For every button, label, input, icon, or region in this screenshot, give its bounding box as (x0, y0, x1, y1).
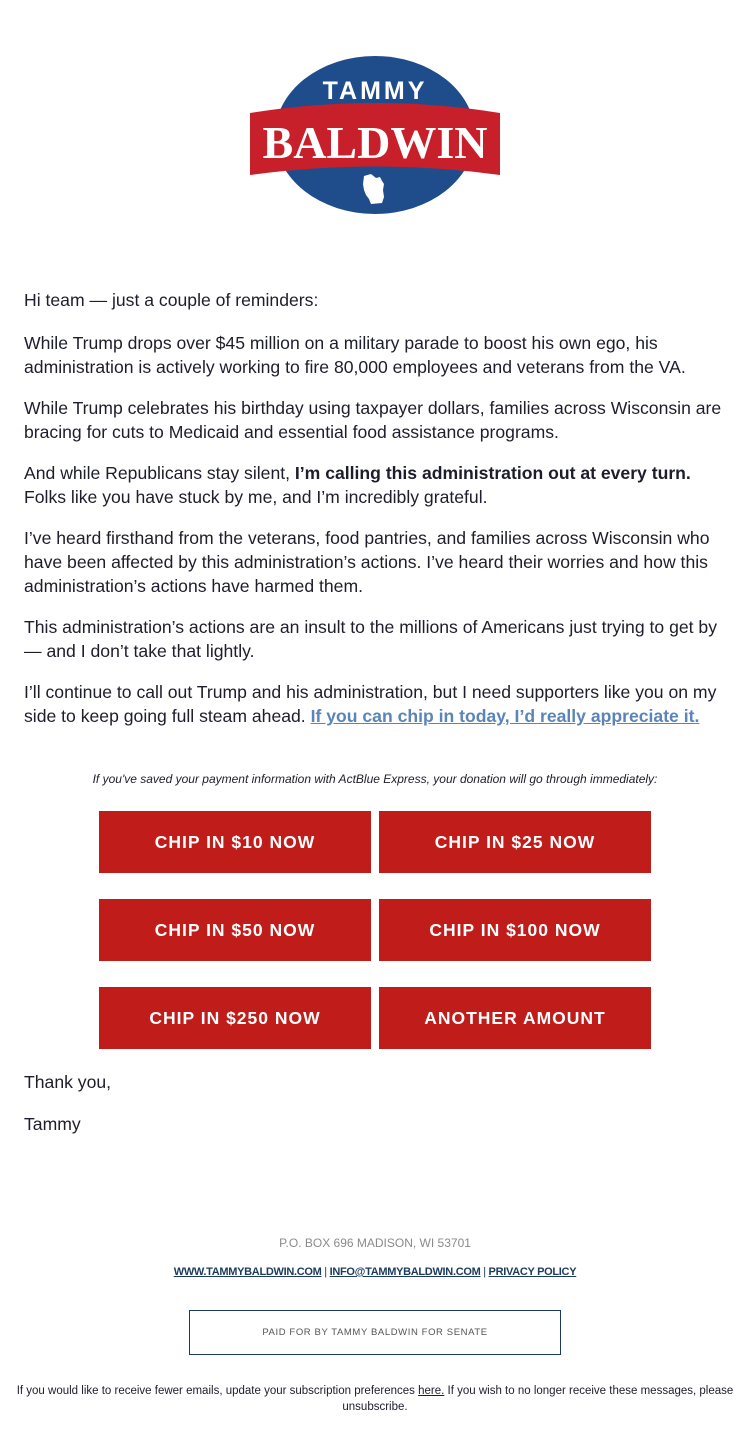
website-link[interactable]: WWW.TAMMYBALDWIN.COM (173, 1266, 322, 1278)
another-amount-button[interactable]: ANOTHER AMOUNT (379, 987, 651, 1049)
privacy-policy-link[interactable]: PRIVACY POLICY (488, 1266, 577, 1278)
paragraph-5: This administration’s actions are an insult to the millions of Americans just trying to get by — and I don’t take that lightly. (24, 617, 717, 661)
chip-in-10-button[interactable]: CHIP IN $10 NOW (99, 811, 371, 873)
paragraph-6-start: I’ll continue to call out Trump and his administration, but I need supporters like you on my side to keep going full steam ahead. (24, 682, 717, 726)
logo (0, 50, 750, 225)
paragraph-3-start: And while Republicans stay silent, (24, 463, 295, 483)
paragraph-4: I’ve heard firsthand from the veterans, food pantries, and families across Wisconsin who have been affected by this administration’s actions. I’ve heard their worries and how this administration’s actions have harmed them. (24, 528, 710, 596)
email-body (24, 288, 726, 745)
link-separator: | (480, 1266, 489, 1278)
chip-in-250-button[interactable]: CHIP IN $250 NOW (99, 987, 371, 1049)
paragraph-3-bold: I’m calling this administration out at every turn. (294, 463, 691, 483)
chip-in-100-button[interactable]: CHIP IN $100 NOW (379, 899, 651, 961)
donate-link[interactable]: If you can chip in today, I’d really appreciate it. (310, 706, 700, 726)
actblue-express-note: If you've saved your payment information with ActBlue Express, your donation will go through immediately: (92, 772, 658, 786)
paragraph-6 (24, 680, 726, 728)
closing-thanks: Thank you, (24, 1072, 112, 1092)
mailing-address: P.O. BOX 696 MADISON, WI 53701 (279, 1236, 471, 1250)
tammy-baldwin-logo (245, 50, 505, 225)
logo-line1: TAMMY (322, 77, 428, 105)
unsubscribe-text-start: If you would like to receive fewer emails, update your subscription preferences (16, 1385, 419, 1397)
greeting: Hi team — just a couple of reminders: (24, 290, 319, 310)
paragraph-3-end: Folks like you have stuck by me, and I’m incredibly grateful. (24, 487, 488, 507)
chip-in-25-button[interactable]: CHIP IN $25 NOW (379, 811, 651, 873)
unsubscribe-text-end: If you wish to no longer receive these messages, please unsubscribe. (342, 1385, 734, 1413)
paid-for-disclaimer: PAID FOR BY TAMMY BALDWIN FOR SENATE (189, 1310, 561, 1355)
preferences-link[interactable]: here. (418, 1385, 445, 1397)
link-separator: | (321, 1266, 330, 1278)
email-link[interactable]: INFO@TAMMYBALDWIN.COM (329, 1266, 481, 1278)
logo-line2: BALDWIN (262, 117, 488, 168)
paragraph-3 (24, 461, 726, 509)
paragraph-2: While Trump celebrates his birthday using taxpayer dollars, families across Wisconsin are bracing for cuts to Medicaid and essential food assistance programs. (24, 398, 722, 442)
unsubscribe-notice (16, 1383, 734, 1415)
paragraph-1: While Trump drops over $45 million on a military parade to boost his own ego, his administration is actively working to fire 80,000 employees and veterans from the VA. (24, 333, 686, 377)
signature: Tammy (24, 1114, 81, 1134)
footer-links (0, 1266, 750, 1278)
chip-in-50-button[interactable]: CHIP IN $50 NOW (99, 899, 371, 961)
